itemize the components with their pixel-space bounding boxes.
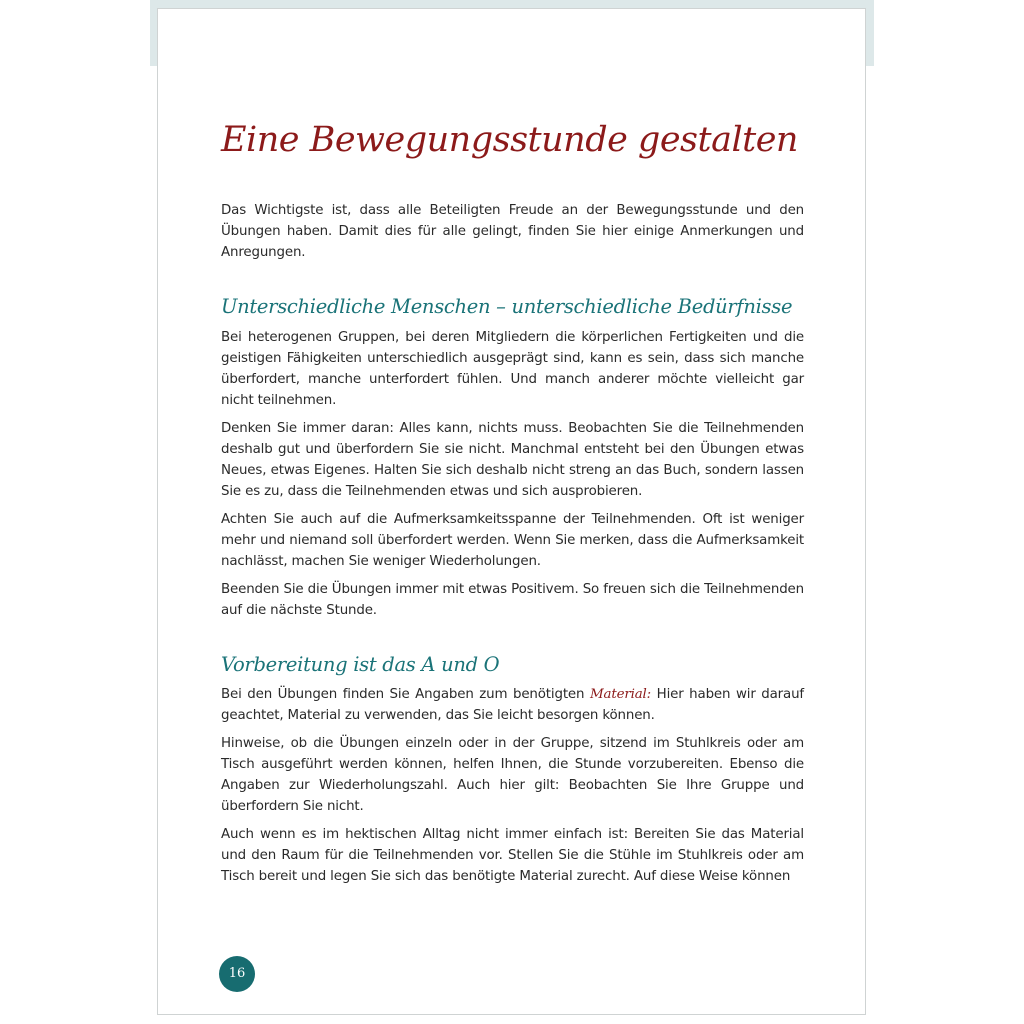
page-number-badge: 16 xyxy=(219,956,255,992)
section-heading-needs: Unterschiedliche Menschen – unterschiedliche Bedürfnisse xyxy=(221,295,793,318)
needs-paragraph-4: Beenden Sie die Übungen immer mit etwas Positivem. So freuen sich die Teilnehmenden auf die nächste Stunde. xyxy=(221,582,804,618)
intro-paragraph: Das Wichtigste ist, dass alle Beteiligten Freude an der Bewegungsstunde und den Übungen haben. Damit dies für alle gelingt, finden Sie hier einige Anmerkungen und Anregungen. xyxy=(221,203,804,260)
preparation-paragraph-1 xyxy=(221,684,804,726)
page-title: Eine Bewegungsstunde gestalten xyxy=(221,120,798,160)
material-term: Material: xyxy=(589,687,652,702)
preparation-paragraph-3: Auch wenn es im hektischen Alltag nicht immer einfach ist: Bereiten Sie das Material und den Raum für die Teilnehmenden vor. Stellen Sie die Stühle im Stuhlkreis oder am Tisch bereit und legen Sie sich das benötigte Material zurecht. Auf diese Weise können xyxy=(221,827,804,884)
section-heading-preparation: Vorbereitung ist das A und O xyxy=(221,653,500,676)
needs-paragraph-1: Bei heterogenen Gruppen, bei deren Mitgliedern die körperlichen Fertigkeiten und die geistigen Fähigkeiten unterschiedlich ausgeprägt sind, kann es sein, dass sich manche überfordert, manche unterfordert fühlen. Und manch anderer möchte vielleicht gar nicht teilnehmen. xyxy=(221,330,804,408)
preparation-paragraph-2: Hinweise, ob die Übungen einzeln oder in der Gruppe, sitzend im Stuhlkreis oder am Tisch ausgeführt werden können, helfen Ihnen, die Stunde vorzubereiten. Ebenso die Angaben zur Wiederholungszahl. Auch hier gilt: Beobachten Sie Ihre Gruppe und überfordern Sie nicht. xyxy=(221,736,804,814)
preparation-text-before: Bei den Übungen finden Sie Angaben zum benötigten xyxy=(221,687,590,702)
needs-paragraph-2: Denken Sie immer daran: Alles kann, nichts muss. Beobachten Sie die Teilnehmenden deshalb gut und überfordern Sie sie nicht. Manchmal entsteht bei den Übungen etwas Neues, etwas Eigenes. Halten Sie sich deshalb nicht streng an das Buch, sondern lassen Sie es zu, dass die Teilnehmenden etwas und sich ausprobieren. xyxy=(221,421,804,499)
preparation-text-after: Hier haben wir darauf geachtet, Material zu verwenden, das Sie leicht besorgen können. xyxy=(221,687,804,723)
page-content xyxy=(221,110,804,887)
needs-paragraph-3: Achten Sie auch auf die Aufmerksamkeitsspanne der Teilnehmenden. Oft ist weniger mehr und niemand soll überfordert werden. Wenn Sie merken, dass die Aufmerksamkeit nachlässt, machen Sie weniger Wiederholungen. xyxy=(221,512,804,569)
